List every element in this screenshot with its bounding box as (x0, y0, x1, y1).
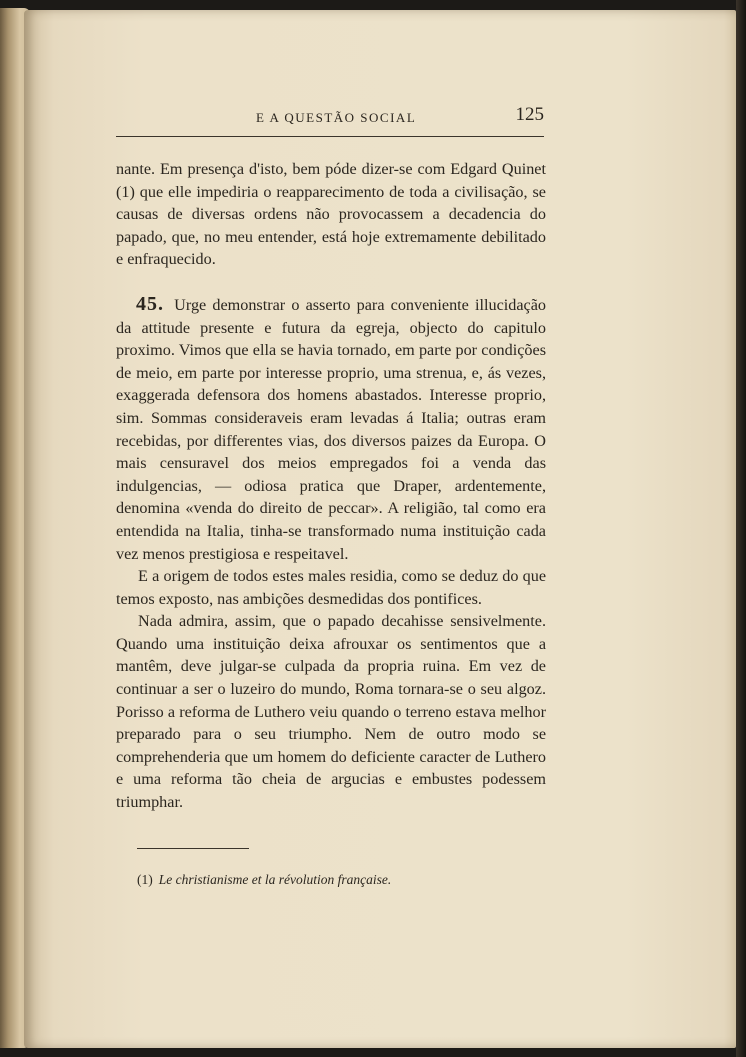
right-page-edge (736, 0, 746, 1057)
page-number: 125 (515, 104, 544, 125)
paragraph-4: Nada admira, assim, que o papado decahisse sensivelmente. Quando uma instituição deixa afrouxar os sentimentos que a mantêm, deve julgar-se culpada da propria ruina. Em vez de continuar a ser o luzeiro do mundo, Roma tornara-se o seu algoz. Porisso a reforma de Luthero veiu quando o terreno estava melhor preparado para o seu triumpho. Nem de outro modo se comprehenderia que um homem do deficiente caracter de Luthero e uma reforma tão cheia de argucias e embustes podessem triumphar. (116, 612, 546, 812)
footnote-title: Le christianisme et la révolution française. (158, 872, 392, 887)
footnote-rule (137, 848, 249, 849)
paragraph-3: E a origem de todos estes males residia, como se deduz do que temos exposto, nas ambições desmedidas dos pontifices. (116, 567, 546, 608)
body-text (116, 158, 546, 814)
page-header (116, 104, 544, 128)
footnote (137, 872, 391, 888)
header-rule (116, 136, 544, 137)
running-head: E A QUESTÃO SOCIAL (256, 110, 417, 125)
section-number: 45. (136, 292, 164, 315)
footnote-marker: (1) (137, 872, 153, 887)
section-paragraph-text: Urge demonstrar o asserto para conveniente illucidação da attitude presente e futura da egreja, objecto do capitulo proximo. Vimos que ella se havia tornado, em parte por condições de meio, em parte por interesse proprio, uma strenua, e, ás vezes, exaggerada defensora dos homens abastados. Interesse proprio, sim. Sommas consideraveis eram levadas á Italia; outras eram recebidas, por differentes vias, dos diversos paizes da Europa. O mais censuravel dos meios empregados foi a venda das indulgencias, — odiosa pratica que Draper, ardentemente, denomina «venda do direito de peccar». A religião, tal como era entendida na Italia, tinha-se transformado numa instituição cada vez menos prestigiosa e respeitavel. (116, 295, 547, 563)
section-paragraph (116, 293, 546, 565)
intro-paragraph: nante. Em presença d'isto, bem póde dizer-se com Edgard Quinet (1) que elle impediria o reapparecimento de toda a civilisação, se causas de diversas ordens não provocassem a decadencia do papado, que, no meu entender, está hoje extremamente debilitado e enfraquecido. (116, 160, 546, 269)
